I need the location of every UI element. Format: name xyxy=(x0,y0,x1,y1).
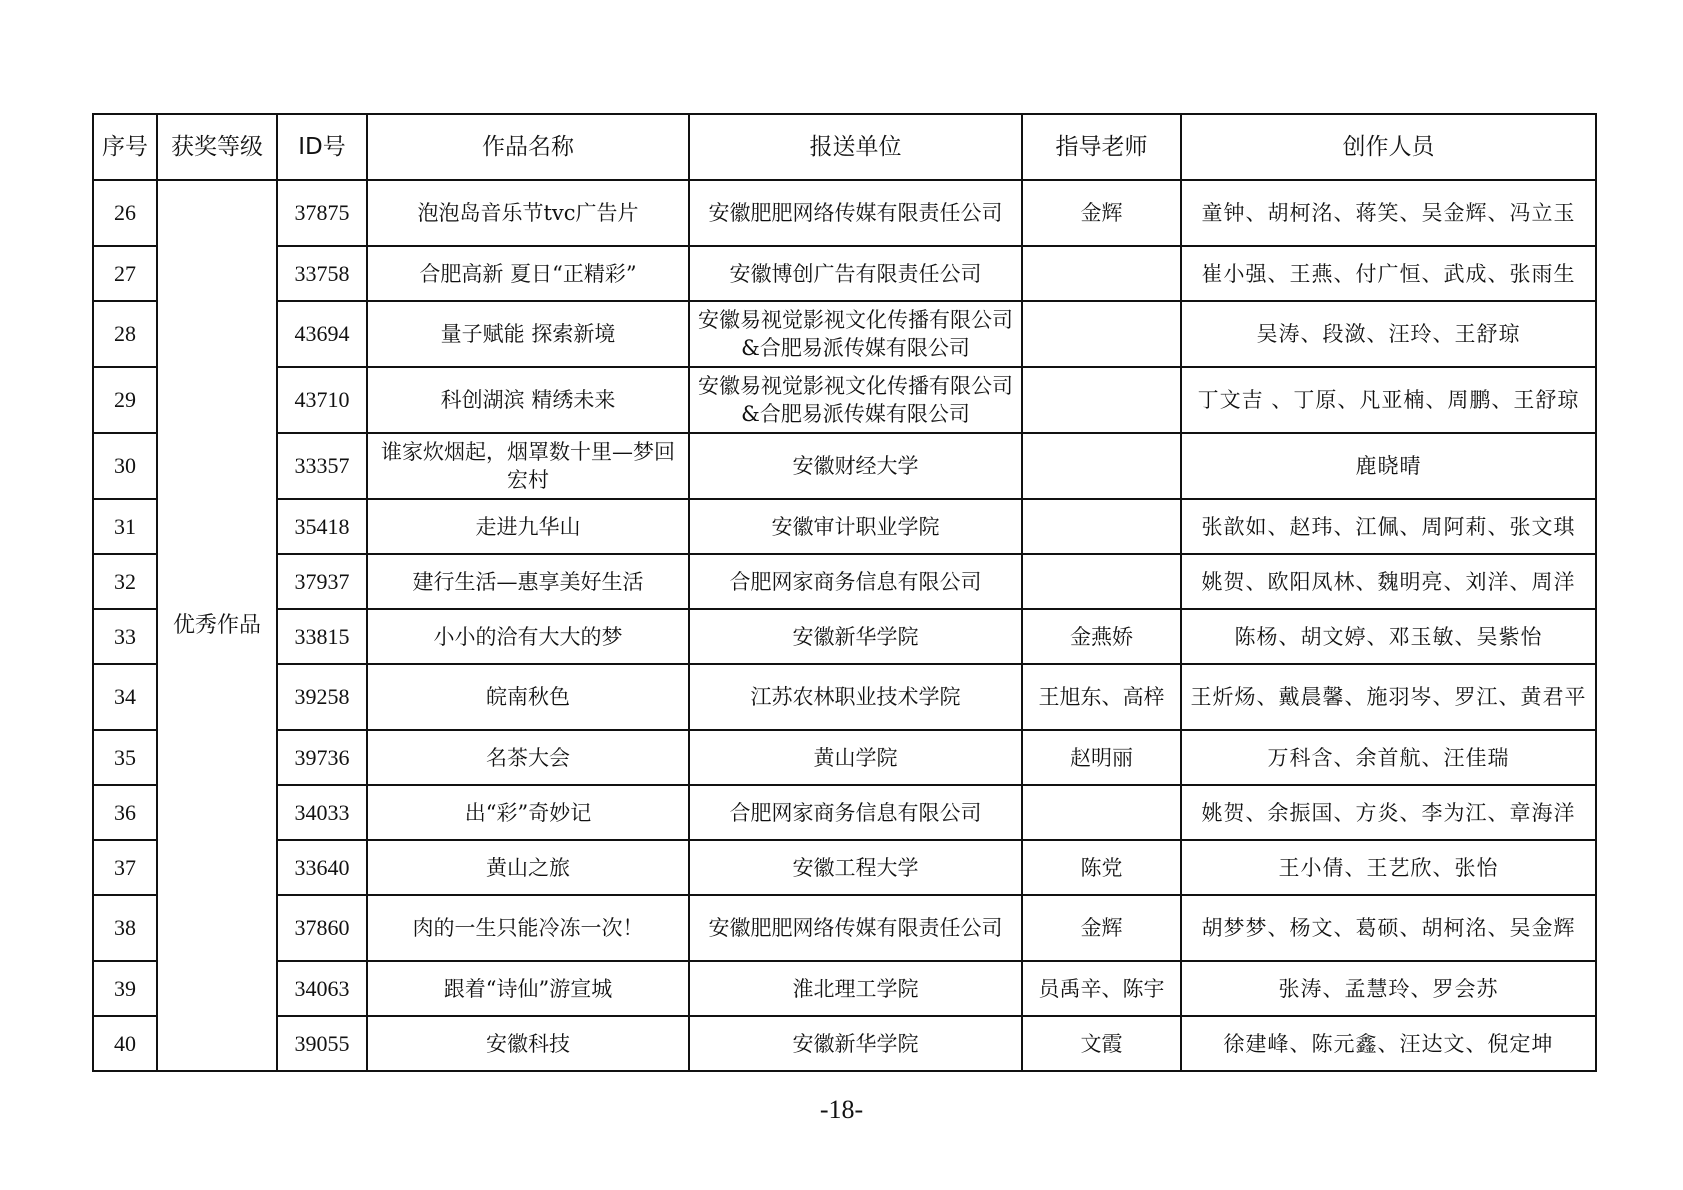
creators: 万科含、余首航、汪佳瑞 xyxy=(1181,730,1596,785)
submitting-unit: 合肥网家商务信息有限公司 xyxy=(689,554,1022,609)
creators: 丁文吉 、丁原、凡亚楠、周鹏、王舒琼 xyxy=(1181,367,1596,433)
work-id: 33357 xyxy=(277,433,367,499)
instructor: 员禹辛、陈宇 xyxy=(1022,961,1181,1016)
header-title: 作品名称 xyxy=(367,114,689,180)
row-number: 27 xyxy=(93,246,157,301)
instructor: 金燕娇 xyxy=(1022,609,1181,664)
submitting-unit: 淮北理工学院 xyxy=(689,961,1022,1016)
work-id: 34033 xyxy=(277,785,367,840)
work-title: 泡泡岛音乐节tvc广告片 xyxy=(367,180,689,246)
header-id: ID号 xyxy=(277,114,367,180)
table-row xyxy=(93,301,1596,367)
instructor xyxy=(1022,246,1181,301)
work-title: 皖南秋色 xyxy=(367,664,689,730)
table-row xyxy=(93,554,1596,609)
creators: 吴涛、段潋、汪玲、王舒琼 xyxy=(1181,301,1596,367)
submitting-unit: 安徽新华学院 xyxy=(689,609,1022,664)
instructor: 文霞 xyxy=(1022,1016,1181,1071)
submitting-unit: 安徽易视觉影视文化传播有限公司&合肥易派传媒有限公司 xyxy=(689,367,1022,433)
submitting-unit: 安徽肥肥网络传媒有限责任公司 xyxy=(689,895,1022,961)
row-number: 39 xyxy=(93,961,157,1016)
work-title: 合肥高新 夏日“正精彩” xyxy=(367,246,689,301)
award-level-cell: 优秀作品 xyxy=(157,180,277,1071)
table-row xyxy=(93,840,1596,895)
work-title: 建行生活—惠享美好生活 xyxy=(367,554,689,609)
work-title: 肉的一生只能冷冻一次！ xyxy=(367,895,689,961)
table-row xyxy=(93,730,1596,785)
creators: 王炘炀、戴晨馨、施羽岑、罗江、黄君平 xyxy=(1181,664,1596,730)
submitting-unit: 安徽审计职业学院 xyxy=(689,499,1022,554)
creators: 徐建峰、陈元鑫、汪达文、倪定坤 xyxy=(1181,1016,1596,1071)
instructor xyxy=(1022,367,1181,433)
award-table xyxy=(92,113,1597,1072)
table-row xyxy=(93,246,1596,301)
award-table-container xyxy=(92,113,1595,1072)
work-id: 37860 xyxy=(277,895,367,961)
submitting-unit: 安徽工程大学 xyxy=(689,840,1022,895)
work-id: 33758 xyxy=(277,246,367,301)
work-title: 黄山之旅 xyxy=(367,840,689,895)
row-number: 28 xyxy=(93,301,157,367)
creators: 张歆如、赵玮、江佩、周阿莉、张文琪 xyxy=(1181,499,1596,554)
row-number: 33 xyxy=(93,609,157,664)
table-row xyxy=(93,499,1596,554)
row-number: 31 xyxy=(93,499,157,554)
page-number: -18- xyxy=(819,1095,864,1124)
work-title: 谁家炊烟起，烟罩数十里—梦回宏村 xyxy=(367,433,689,499)
table-row xyxy=(93,609,1596,664)
creators: 鹿晓晴 xyxy=(1181,433,1596,499)
work-title: 安徽科技 xyxy=(367,1016,689,1071)
row-number: 37 xyxy=(93,840,157,895)
header-creators: 创作人员 xyxy=(1181,114,1596,180)
submitting-unit: 安徽易视觉影视文化传播有限公司&合肥易派传媒有限公司 xyxy=(689,301,1022,367)
instructor xyxy=(1022,499,1181,554)
submitting-unit: 安徽财经大学 xyxy=(689,433,1022,499)
work-title: 出“彩”奇妙记 xyxy=(367,785,689,840)
creators: 王小倩、王艺欣、张怡 xyxy=(1181,840,1596,895)
work-id: 33815 xyxy=(277,609,367,664)
submitting-unit: 黄山学院 xyxy=(689,730,1022,785)
table-row xyxy=(93,664,1596,730)
instructor: 赵明丽 xyxy=(1022,730,1181,785)
creators: 姚贺、欧阳凤林、魏明亮、刘洋、周洋 xyxy=(1181,554,1596,609)
row-number: 36 xyxy=(93,785,157,840)
table-row xyxy=(93,367,1596,433)
work-title: 跟着“诗仙”游宣城 xyxy=(367,961,689,1016)
table-row xyxy=(93,180,1596,246)
instructor xyxy=(1022,301,1181,367)
creators: 姚贺、余振国、方炎、李为江、章海洋 xyxy=(1181,785,1596,840)
table-row xyxy=(93,433,1596,499)
row-number: 26 xyxy=(93,180,157,246)
work-title: 小小的洽有大大的梦 xyxy=(367,609,689,664)
instructor xyxy=(1022,554,1181,609)
header-unit: 报送单位 xyxy=(689,114,1022,180)
instructor: 金辉 xyxy=(1022,180,1181,246)
work-id: 33640 xyxy=(277,840,367,895)
header-no: 序号 xyxy=(93,114,157,180)
row-number: 30 xyxy=(93,433,157,499)
work-id: 39258 xyxy=(277,664,367,730)
creators: 陈杨、胡文婷、邓玉敏、吴紫怡 xyxy=(1181,609,1596,664)
row-number: 32 xyxy=(93,554,157,609)
submitting-unit: 安徽肥肥网络传媒有限责任公司 xyxy=(689,180,1022,246)
row-number: 35 xyxy=(93,730,157,785)
header-award-level: 获奖等级 xyxy=(157,114,277,180)
work-id: 37875 xyxy=(277,180,367,246)
instructor: 王旭东、高梓 xyxy=(1022,664,1181,730)
instructor xyxy=(1022,785,1181,840)
creators: 胡梦梦、杨文、葛硕、胡柯洺、吴金辉 xyxy=(1181,895,1596,961)
work-id: 35418 xyxy=(277,499,367,554)
instructor: 陈党 xyxy=(1022,840,1181,895)
instructor: 金辉 xyxy=(1022,895,1181,961)
creators: 童钟、胡柯洺、蒋笑、吴金辉、冯立玉 xyxy=(1181,180,1596,246)
instructor xyxy=(1022,433,1181,499)
header-teacher: 指导老师 xyxy=(1022,114,1181,180)
creators: 张涛、孟慧玲、罗会苏 xyxy=(1181,961,1596,1016)
row-number: 34 xyxy=(93,664,157,730)
row-number: 40 xyxy=(93,1016,157,1071)
submitting-unit: 合肥网家商务信息有限公司 xyxy=(689,785,1022,840)
submitting-unit: 江苏农林职业技术学院 xyxy=(689,664,1022,730)
table-body xyxy=(93,180,1596,1071)
work-id: 37937 xyxy=(277,554,367,609)
row-number: 29 xyxy=(93,367,157,433)
table-row xyxy=(93,1016,1596,1071)
work-title: 名茶大会 xyxy=(367,730,689,785)
table-row xyxy=(93,785,1596,840)
submitting-unit: 安徽博创广告有限责任公司 xyxy=(689,246,1022,301)
table-row xyxy=(93,895,1596,961)
row-number: 38 xyxy=(93,895,157,961)
work-id: 34063 xyxy=(277,961,367,1016)
work-id: 43710 xyxy=(277,367,367,433)
work-id: 39736 xyxy=(277,730,367,785)
work-id: 39055 xyxy=(277,1016,367,1071)
work-title: 走进九华山 xyxy=(367,499,689,554)
submitting-unit: 安徽新华学院 xyxy=(689,1016,1022,1071)
table-row xyxy=(93,961,1596,1016)
work-title: 科创湖滨 精绣未来 xyxy=(367,367,689,433)
table-header-row xyxy=(93,114,1596,180)
work-title: 量子赋能 探索新境 xyxy=(367,301,689,367)
work-id: 43694 xyxy=(277,301,367,367)
creators: 崔小强、王燕、付广恒、武成、张雨生 xyxy=(1181,246,1596,301)
